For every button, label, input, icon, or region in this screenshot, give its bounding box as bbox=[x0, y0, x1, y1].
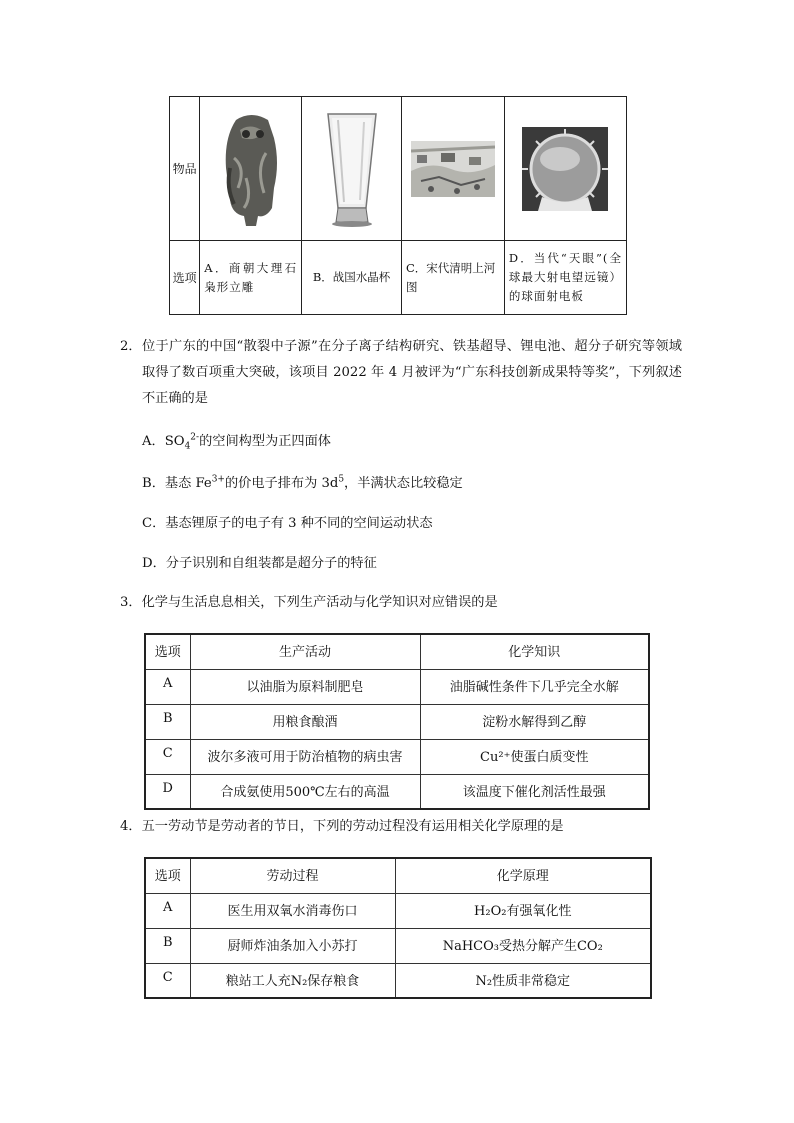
q4-cell: H₂O₂有强氧化性 bbox=[395, 893, 651, 928]
q2-number: 2． bbox=[120, 339, 142, 354]
q3-cell: 该温度下催化剂活性最强 bbox=[420, 774, 649, 809]
caption-b: B．战国水晶杯 bbox=[302, 241, 402, 315]
q4-cell: NaHCO₃受热分解产生CO₂ bbox=[395, 928, 651, 963]
q3-cell: B bbox=[145, 704, 190, 739]
q4-cell: 医生用双氧水消毒伤口 bbox=[190, 893, 395, 928]
q3-cell: 以油脂为原料制肥皂 bbox=[190, 669, 420, 704]
q2-option-d: D．分子识别和自组装都是超分子的特征 bbox=[142, 556, 377, 571]
q4-table bbox=[144, 857, 652, 999]
table-row bbox=[145, 774, 649, 809]
q1-items-table bbox=[169, 96, 627, 315]
q3-cell: 合成氨使用500℃左右的高温 bbox=[190, 774, 420, 809]
q2-option-a bbox=[142, 430, 331, 452]
q2-option-b-sup2: 5 bbox=[338, 474, 345, 485]
q4-header-process: 劳动过程 bbox=[190, 858, 395, 893]
caption-c: C．宋代清明上河图 bbox=[402, 241, 505, 315]
table-row bbox=[145, 739, 649, 774]
q2-option-c: C．基态锂原子的电子有 3 种不同的空间运动状态 bbox=[142, 516, 433, 531]
row-header-options: 选项 bbox=[170, 241, 200, 315]
q2-option-a-suffix: 的空间构型为正四面体 bbox=[199, 434, 331, 449]
crystal-cup-image bbox=[302, 97, 402, 241]
q4-cell: N₂性质非常稳定 bbox=[395, 963, 651, 998]
q3-header-knowledge: 化学知识 bbox=[420, 634, 649, 669]
q3-cell: D bbox=[145, 774, 190, 809]
table-row bbox=[145, 893, 651, 928]
q4-cell: 粮站工人充N₂保存粮食 bbox=[190, 963, 395, 998]
q3-cell: 波尔多液可用于防治植物的病虫害 bbox=[190, 739, 420, 774]
table-row bbox=[145, 704, 649, 739]
q2-option-b-sup: 3+ bbox=[211, 474, 225, 485]
q3-cell: 油脂碱性条件下几乎完全水解 bbox=[420, 669, 649, 704]
q4-cell: B bbox=[145, 928, 190, 963]
q3-cell: 用粮食酿酒 bbox=[190, 704, 420, 739]
q4-cell: C bbox=[145, 963, 190, 998]
table-row bbox=[145, 928, 651, 963]
q2-option-a-sub: 4 bbox=[184, 441, 191, 452]
q2-option-b-suffix: ，半满状态比较稳定 bbox=[344, 476, 463, 491]
q4-stem: 4．五一劳动节是劳动者的节日，下列的劳动过程没有运用相关化学原理的是 bbox=[120, 819, 564, 834]
fast-telescope-image bbox=[504, 97, 626, 241]
table-row bbox=[145, 963, 651, 998]
q2-option-a-sup: 2- bbox=[190, 432, 200, 443]
q3-cell: Cu²⁺使蛋白质变性 bbox=[420, 739, 649, 774]
q3-header-option: 选项 bbox=[145, 634, 190, 669]
q2-option-b bbox=[142, 472, 463, 491]
owl-statue-image bbox=[200, 97, 302, 241]
q4-header-principle: 化学原理 bbox=[395, 858, 651, 893]
q3-table bbox=[144, 633, 650, 810]
q2-stem: 位于广东的中国“散裂中子源”在分子离子结构研究、铁基超导、锂电池、超分子研究等领域取得了数百项重大突破，该项目 2022 年 4 月被评为“广东科技创新成果特等奖”，下列叙述不正确的是 bbox=[142, 339, 682, 406]
q3-cell: 淀粉水解得到乙醇 bbox=[420, 704, 649, 739]
q4-cell: A bbox=[145, 893, 190, 928]
q3-stem: 3．化学与生活息息相关，下列生产活动与化学知识对应错误的是 bbox=[120, 595, 498, 610]
row-header-items bbox=[170, 97, 200, 241]
q3-header-activity: 生产活动 bbox=[190, 634, 420, 669]
table-row bbox=[145, 669, 649, 704]
q2-option-b-prefix: B．基态 Fe bbox=[142, 476, 212, 491]
q2-option-a-prefix: A．SO bbox=[142, 434, 185, 449]
qingming-painting-image bbox=[402, 97, 505, 241]
caption-a: A．商朝大理石枭形立雕 bbox=[200, 241, 302, 315]
row-header-items-text: 物品 bbox=[172, 161, 197, 176]
caption-d: D．当代“天眼”(全球最大射电望远镜）的球面射电板 bbox=[504, 241, 626, 315]
q3-cell: A bbox=[145, 669, 190, 704]
q2-option-b-mid: 的价电子排布为 3d bbox=[224, 476, 339, 491]
q4-cell: 厨师炸油条加入小苏打 bbox=[190, 928, 395, 963]
q4-header-option: 选项 bbox=[145, 858, 190, 893]
q3-cell: C bbox=[145, 739, 190, 774]
